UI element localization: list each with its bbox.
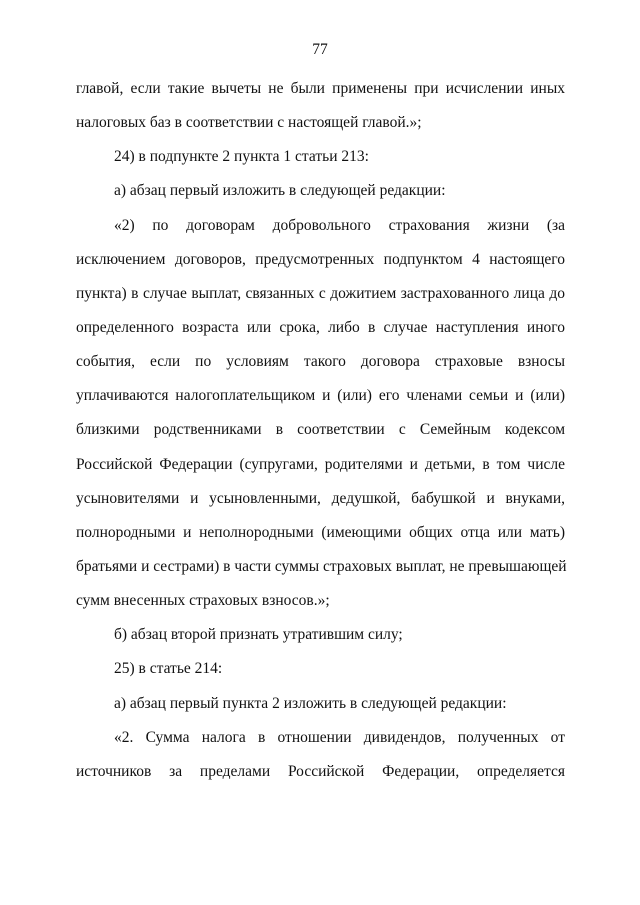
text-line: усыновителями и усыновленными, дедушкой, бабушкой и внуками,: [76, 489, 565, 507]
text-line: налоговых баз в соответствии с настоящей главой.»;: [76, 114, 422, 132]
text-line: б) абзац второй признать утратившим силу;: [114, 626, 403, 644]
text-line: «2) по договорам добровольного страхования жизни (за: [114, 216, 565, 234]
text-line: близкими родственниками в соответствии с Семейным кодексом: [76, 421, 565, 439]
document-body: [76, 72, 565, 789]
text-line: 25) в статье 214:: [114, 660, 223, 678]
text-line: а) абзац первый пункта 2 изложить в следующей редакции:: [114, 694, 507, 712]
text-line: сумм внесенных страховых взносов.»;: [76, 592, 330, 610]
text-line: Российской Федерации (супругами, родителями и детьми, в том числе: [76, 455, 565, 473]
text-line: 24) в подпункте 2 пункта 1 статьи 213:: [114, 148, 369, 166]
text-line: исключением договоров, предусмотренных подпунктом 4 настоящего: [76, 250, 565, 268]
text-line: полнородными и неполнородными (имеющими общих отца или мать): [76, 523, 565, 541]
text-line: определенного возраста или срока, либо в случае наступления иного: [76, 318, 565, 336]
text-line: источников за пределами Российской Федерации, определяется: [76, 762, 565, 780]
text-line: пункта) в случае выплат, связанных с дожитием застрахованного лица до: [76, 284, 565, 302]
text-line: события, если по условиям такого договора страховые взносы: [76, 353, 565, 371]
text-line: братьями и сестрами) в части суммы страховых выплат, не превышающей: [76, 557, 567, 575]
text-line: а) абзац первый изложить в следующей редакции:: [114, 182, 446, 200]
page-number: 77: [312, 41, 328, 58]
text-line: «2. Сумма налога в отношении дивидендов, полученных от: [114, 728, 565, 746]
text-line: уплачиваются налогоплательщиком и (или) его членами семьи и (или): [76, 387, 565, 405]
text-line: главой, если такие вычеты не были применены при исчислении иных: [76, 80, 565, 97]
